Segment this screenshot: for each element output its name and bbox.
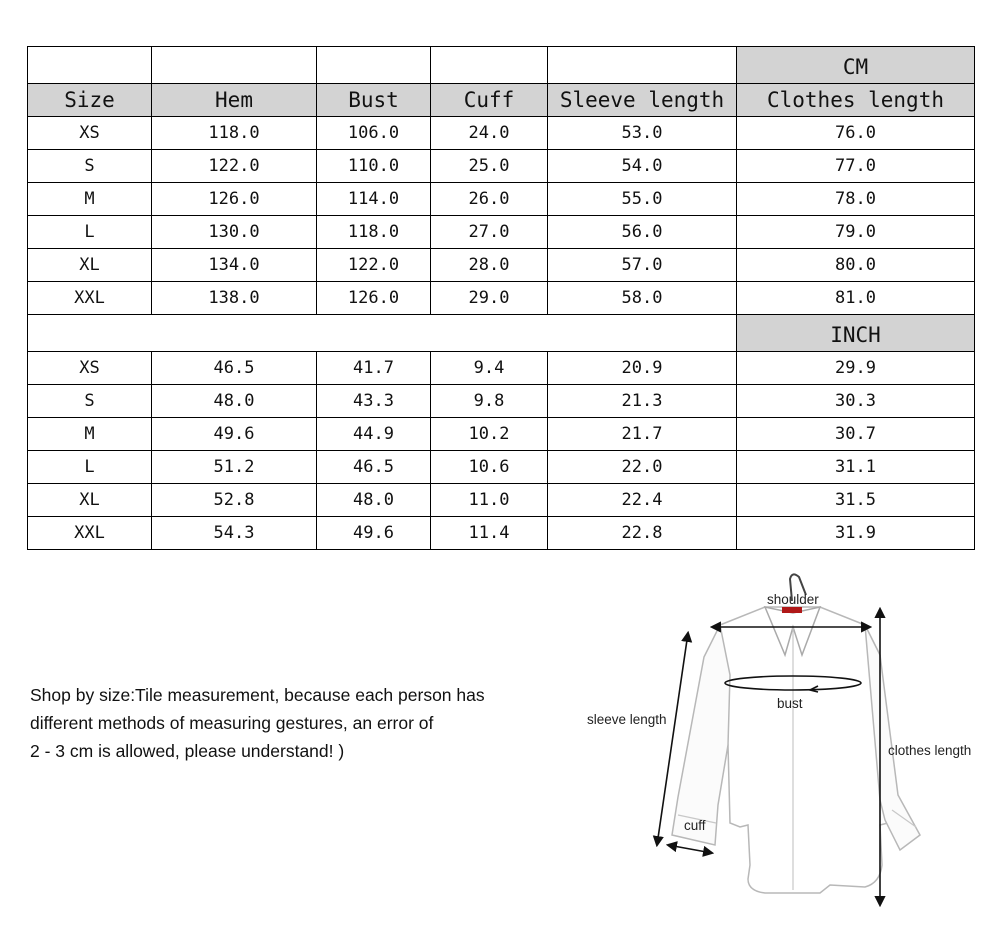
unit-row-inch xyxy=(28,315,975,352)
unit-label-inch: INCH xyxy=(737,315,975,352)
bust-label: bust xyxy=(777,696,803,711)
table-cell: 21.7 xyxy=(548,418,737,451)
table-cell: 106.0 xyxy=(317,117,431,150)
table-cell: XXL xyxy=(28,517,152,550)
table-row xyxy=(28,517,975,550)
table-cell: 114.0 xyxy=(317,183,431,216)
measurement-note xyxy=(30,681,550,765)
note-line: different methods of measuring gestures, an error of xyxy=(30,713,434,733)
shoulder-label: shoulder xyxy=(767,592,819,607)
table-cell: 30.7 xyxy=(737,418,975,451)
brand-tag xyxy=(782,607,802,613)
table-cell: 81.0 xyxy=(737,282,975,315)
table-cell: 77.0 xyxy=(737,150,975,183)
table-cell: XS xyxy=(28,117,152,150)
note-line: Shop by size:Tile measurement, because each person has xyxy=(30,685,485,705)
table-cell: XL xyxy=(28,484,152,517)
table-cell: 10.2 xyxy=(431,418,548,451)
table-cell: 26.0 xyxy=(431,183,548,216)
table-cell: 10.6 xyxy=(431,451,548,484)
table-cell: 126.0 xyxy=(317,282,431,315)
table-cell: 122.0 xyxy=(317,249,431,282)
note-line: 2 - 3 cm is allowed, please understand! ) xyxy=(30,741,345,761)
table-cell: 55.0 xyxy=(548,183,737,216)
blank-cell xyxy=(548,47,737,84)
table-cell: L xyxy=(28,451,152,484)
table-cell: 49.6 xyxy=(317,517,431,550)
cuff-arrow xyxy=(668,845,712,853)
table-row xyxy=(28,282,975,315)
table-row xyxy=(28,385,975,418)
table-cell: M xyxy=(28,418,152,451)
table-cell: 79.0 xyxy=(737,216,975,249)
column-header: Size xyxy=(28,84,152,117)
table-cell: L xyxy=(28,216,152,249)
table-cell: 49.6 xyxy=(152,418,317,451)
table-cell: S xyxy=(28,150,152,183)
table-cell: M xyxy=(28,183,152,216)
column-header: Hem xyxy=(152,84,317,117)
table-cell: 134.0 xyxy=(152,249,317,282)
table-cell: 9.8 xyxy=(431,385,548,418)
shirt-left-sleeve xyxy=(672,625,730,845)
table-cell: 31.5 xyxy=(737,484,975,517)
table-row xyxy=(28,418,975,451)
sleeve-length-label: sleeve length xyxy=(587,712,667,727)
table-cell: 126.0 xyxy=(152,183,317,216)
table-cell: 31.1 xyxy=(737,451,975,484)
table-row xyxy=(28,352,975,385)
shirt-illustration xyxy=(580,565,990,915)
size-table-body xyxy=(28,47,975,550)
blank-cell xyxy=(152,47,317,84)
table-cell: 54.0 xyxy=(548,150,737,183)
header-row xyxy=(28,84,975,117)
table-cell: 20.9 xyxy=(548,352,737,385)
column-header: Bust xyxy=(317,84,431,117)
table-cell: 11.4 xyxy=(431,517,548,550)
clothes-length-label: clothes length xyxy=(888,743,972,758)
shirt-body xyxy=(720,607,892,893)
table-cell: XS xyxy=(28,352,152,385)
table-cell: 118.0 xyxy=(317,216,431,249)
table-cell: 22.8 xyxy=(548,517,737,550)
table-cell: 11.0 xyxy=(431,484,548,517)
table-cell: XXL xyxy=(28,282,152,315)
measurement-diagram xyxy=(580,565,990,915)
table-row xyxy=(28,249,975,282)
size-chart-table xyxy=(27,46,975,550)
table-cell: 48.0 xyxy=(152,385,317,418)
table-cell: 24.0 xyxy=(431,117,548,150)
table-cell: 51.2 xyxy=(152,451,317,484)
table-row xyxy=(28,451,975,484)
column-header: Clothes length xyxy=(737,84,975,117)
column-header: Sleeve length xyxy=(548,84,737,117)
table-cell: 29.9 xyxy=(737,352,975,385)
table-cell: 25.0 xyxy=(431,150,548,183)
table-cell: 58.0 xyxy=(548,282,737,315)
table-cell: 9.4 xyxy=(431,352,548,385)
cuff-label: cuff xyxy=(684,818,706,833)
table-cell: 57.0 xyxy=(548,249,737,282)
table-cell: 76.0 xyxy=(737,117,975,150)
table-row xyxy=(28,117,975,150)
table-cell: 138.0 xyxy=(152,282,317,315)
table-cell: 29.0 xyxy=(431,282,548,315)
table-cell: 130.0 xyxy=(152,216,317,249)
table-row xyxy=(28,150,975,183)
table-cell: 54.3 xyxy=(152,517,317,550)
blank-merged-cell xyxy=(28,315,737,352)
table-cell: 56.0 xyxy=(548,216,737,249)
table-cell: 22.4 xyxy=(548,484,737,517)
table-cell: 48.0 xyxy=(317,484,431,517)
table-cell: 122.0 xyxy=(152,150,317,183)
table-cell: 22.0 xyxy=(548,451,737,484)
table-cell: 44.9 xyxy=(317,418,431,451)
table-cell: 118.0 xyxy=(152,117,317,150)
table-cell: 46.5 xyxy=(152,352,317,385)
table-row xyxy=(28,183,975,216)
table-cell: XL xyxy=(28,249,152,282)
table-cell: S xyxy=(28,385,152,418)
table-cell: 52.8 xyxy=(152,484,317,517)
column-header: Cuff xyxy=(431,84,548,117)
table-cell: 27.0 xyxy=(431,216,548,249)
blank-cell xyxy=(317,47,431,84)
table-cell: 28.0 xyxy=(431,249,548,282)
table-cell: 31.9 xyxy=(737,517,975,550)
table-row xyxy=(28,216,975,249)
unit-row-cm xyxy=(28,47,975,84)
table-cell: 80.0 xyxy=(737,249,975,282)
table-cell: 78.0 xyxy=(737,183,975,216)
table-cell: 53.0 xyxy=(548,117,737,150)
table-cell: 21.3 xyxy=(548,385,737,418)
blank-cell xyxy=(28,47,152,84)
table-cell: 41.7 xyxy=(317,352,431,385)
table-row xyxy=(28,484,975,517)
unit-label-cm: CM xyxy=(737,47,975,84)
table-cell: 30.3 xyxy=(737,385,975,418)
table-cell: 110.0 xyxy=(317,150,431,183)
table-cell: 46.5 xyxy=(317,451,431,484)
blank-cell xyxy=(431,47,548,84)
table-cell: 43.3 xyxy=(317,385,431,418)
